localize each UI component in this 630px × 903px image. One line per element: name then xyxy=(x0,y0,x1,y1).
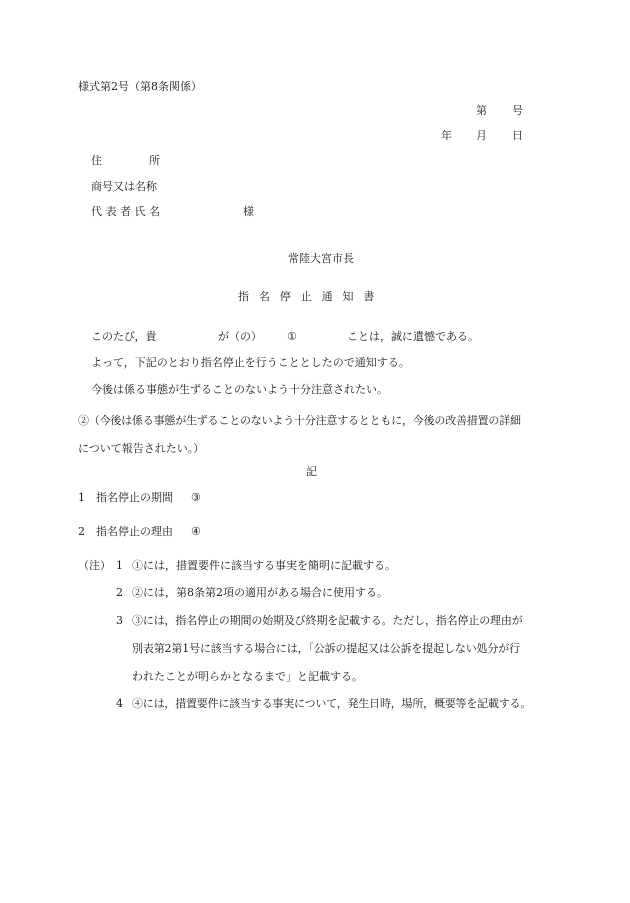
note-4: ④には，措置要件に該当する事実について，発生日時，場所，概要等を記載する。 xyxy=(132,697,532,710)
form-label: 様式第2号（第8条関係） xyxy=(78,80,202,93)
note-4-no: 4 xyxy=(116,697,123,710)
date-month: 月 xyxy=(476,129,487,142)
ki-mark: 記 xyxy=(306,465,317,478)
number-dai: 第 xyxy=(476,104,487,117)
note-3-line1: ③には，指名停止の期間の始期及び終期を記載する。ただし，指名停止の理由が xyxy=(132,614,523,627)
body-line3: 今後は係る事態が生ずることのないよう十分注意されたい。 xyxy=(91,383,388,396)
note-3-line2: 別表第2第1号に該当する場合には，「公訴の提起又は公訴を提起しない処分が行 xyxy=(132,642,520,655)
note-1-no: 1 xyxy=(116,559,123,572)
item-2-label: 指名停止の理由 xyxy=(96,525,173,538)
note-2-no: 2 xyxy=(116,586,123,599)
note-1: ①には，措置要件に該当する事実を簡明に記載する。 xyxy=(132,559,396,572)
body-line1-b: が（の） xyxy=(218,330,262,343)
address-label-1: 住 xyxy=(91,154,102,167)
sender-mayor: 常陸大宮市長 xyxy=(288,252,354,265)
notes-heading: （注） xyxy=(78,559,111,572)
representative-label: 代 表 者 氏 名 xyxy=(91,205,160,218)
body-line1-c: ① xyxy=(287,330,297,343)
item-2-marker: ④ xyxy=(191,525,201,538)
note-3-line3: われたことが明らかとなるまで」と記載する。 xyxy=(132,670,363,683)
note-3-no: 3 xyxy=(116,614,123,627)
date-year: 年 xyxy=(441,129,452,142)
number-go: 号 xyxy=(512,104,523,117)
address-label-2: 所 xyxy=(149,154,160,167)
body-line1-d: ことは，誠に遺憾である。 xyxy=(347,330,479,343)
item-1-marker: ③ xyxy=(191,491,201,504)
item-1-label: 指名停止の期間 xyxy=(96,491,173,504)
alt-line1: ②（今後は係る事態が生ずることのないよう十分注意するとともに，今後の改善措置の詳細 xyxy=(78,414,521,427)
body-line2: よって，下記のとおり指名停止を行うこととしたので通知する。 xyxy=(91,356,410,369)
item-2-no: 2 xyxy=(78,525,85,538)
item-1-no: 1 xyxy=(78,491,85,504)
date-day: 日 xyxy=(512,129,523,142)
document-title: 指名停止通知書 xyxy=(238,290,385,303)
company-label: 商号又は名称 xyxy=(91,180,157,193)
honorific: 様 xyxy=(243,205,254,218)
body-line1-a: このたび，貴 xyxy=(91,330,157,343)
note-2: ②には，第8条第2項の適用がある場合に使用する。 xyxy=(132,586,388,599)
alt-line2: について報告されたい。） xyxy=(78,442,205,455)
